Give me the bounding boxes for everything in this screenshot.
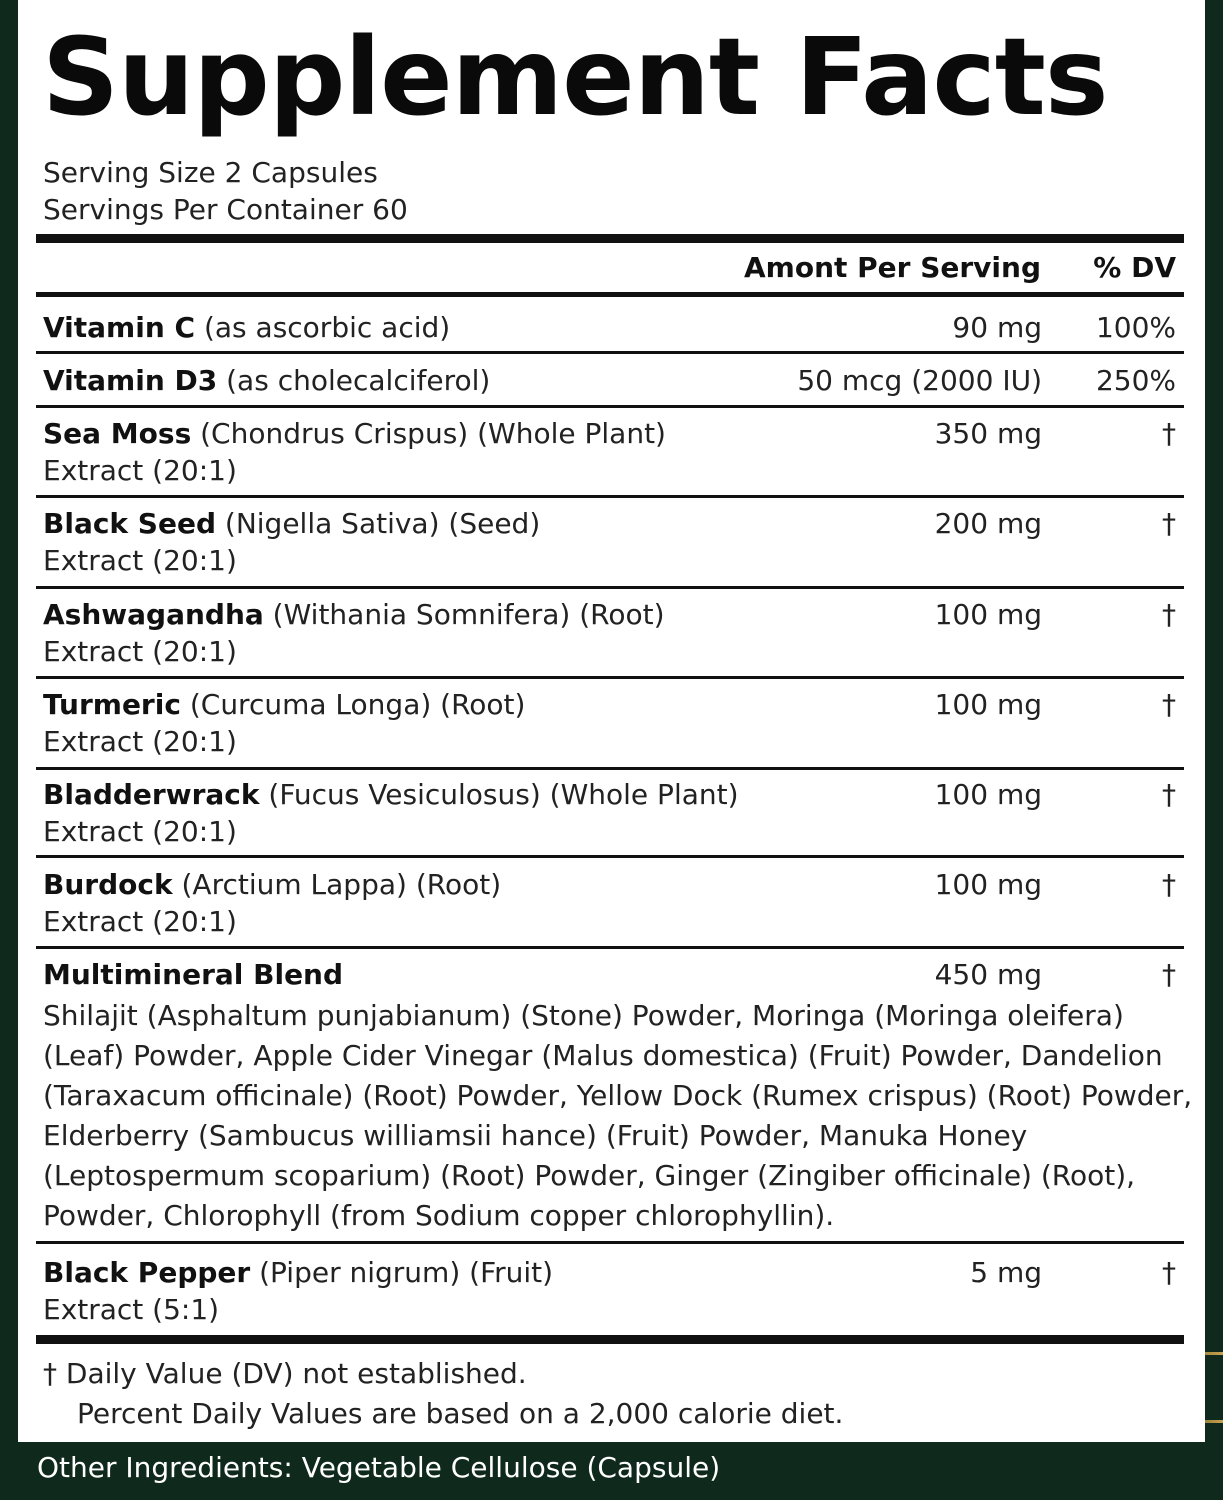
nutrient-amount: 350 mg	[934, 417, 1042, 450]
nutrient-dv: †	[1162, 958, 1176, 991]
nutrient-dv: †	[1162, 688, 1176, 721]
other-ingredients: Other Ingredients: Vegetable Cellulose (Capsule)	[37, 1451, 721, 1484]
header-dv: % DV	[1093, 251, 1176, 284]
row-divider	[36, 946, 1184, 949]
nutrient-dv: †	[1162, 1256, 1176, 1289]
nutrient-amount: 100 mg	[934, 868, 1042, 901]
nutrient-extract: Extract (20:1)	[43, 635, 237, 668]
nutrient-name: Ashwagandha (Withania Somnifera) (Root)	[43, 598, 665, 631]
nutrient-name: Vitamin D3 (as cholecalciferol)	[43, 364, 491, 397]
nutrient-dv: †	[1162, 778, 1176, 811]
row-divider	[36, 351, 1184, 354]
nutrient-extract: Extract (5:1)	[43, 1293, 220, 1326]
row-divider	[36, 1241, 1184, 1244]
footnote-dagger: † Daily Value (DV) not established.	[43, 1357, 527, 1390]
nutrient-name: Burdock (Arctium Lappa) (Root)	[43, 868, 502, 901]
medium-divider	[36, 292, 1184, 297]
thick-divider	[36, 234, 1184, 243]
nutrient-amount: 100 mg	[934, 598, 1042, 631]
nutrient-dv: †	[1162, 868, 1176, 901]
header-amount: Amont Per Serving	[743, 251, 1041, 284]
nutrient-amount: 200 mg	[934, 507, 1042, 540]
nutrient-extract: Extract (20:1)	[43, 725, 237, 758]
footnote-percent: Percent Daily Values are based on a 2,000 calorie diet.	[77, 1397, 844, 1430]
nutrient-name: Black Seed (Nigella Sativa) (Seed)	[43, 507, 541, 540]
blend-ingredients: Shilajit (Asphaltum punjabianum) (Stone) Powder, Moringa (Moringa oleifera) (Leaf) Powder, Apple Cider Vinegar (Malus domestica) (Fruit) Powder, Dandelion (Taraxacum officinale) (Root) Powder, Yellow Dock (Rumex crispus) (Root) Powder, Elderberry (Sambucus williamsii hance) (Fruit) Powder, Manuka Honey (Leptospermum scoparium) (Root) Powder, Ginger (Zingiber officinale) (Root), Powder, Chlorophyll (from Sodium copper chlorophyllin).	[43, 999, 1193, 1232]
supplement-facts-panel	[18, 0, 1205, 1442]
nutrient-name: Vitamin C (as ascorbic acid)	[43, 311, 451, 344]
nutrient-amount: 50 mcg (2000 IU)	[797, 364, 1042, 397]
nutrient-name: Bladderwrack (Fucus Vesiculosus) (Whole Plant)	[43, 778, 739, 811]
row-divider	[36, 767, 1184, 770]
row-divider	[36, 676, 1184, 679]
nutrient-dv: 100%	[1095, 311, 1176, 344]
row-divider	[36, 586, 1184, 589]
nutrient-extract: Extract (20:1)	[43, 815, 237, 848]
nutrient-dv: †	[1162, 598, 1176, 631]
page-title: Supplement Facts	[42, 16, 1108, 140]
row-divider	[36, 495, 1184, 498]
nutrient-name: Sea Moss (Chondrus Crispus) (Whole Plant)	[43, 417, 666, 450]
nutrient-dv: †	[1162, 507, 1176, 540]
nutrient-extract: Extract (20:1)	[43, 544, 237, 577]
nutrient-extract: Extract (20:1)	[43, 454, 237, 487]
nutrient-dv: 250%	[1095, 364, 1176, 397]
serving-size: Serving Size 2 Capsules	[43, 156, 378, 189]
nutrient-amount: 90 mg	[952, 311, 1042, 344]
nutrient-amount: 100 mg	[934, 688, 1042, 721]
row-divider	[36, 405, 1184, 408]
nutrient-amount: 5 mg	[970, 1256, 1042, 1289]
nutrient-dv: †	[1162, 417, 1176, 450]
servings-per-container: Servings Per Container 60	[43, 193, 408, 226]
nutrient-amount: 450 mg	[934, 958, 1042, 991]
nutrient-extract: Extract (20:1)	[43, 905, 237, 938]
nutrient-amount: 100 mg	[934, 778, 1042, 811]
nutrient-name: Multimineral Blend	[43, 958, 344, 991]
nutrient-name: Black Pepper (Piper nigrum) (Fruit)	[43, 1256, 554, 1289]
nutrient-name: Turmeric (Curcuma Longa) (Root)	[43, 688, 526, 721]
row-divider	[36, 855, 1184, 858]
thick-divider	[36, 1335, 1184, 1344]
